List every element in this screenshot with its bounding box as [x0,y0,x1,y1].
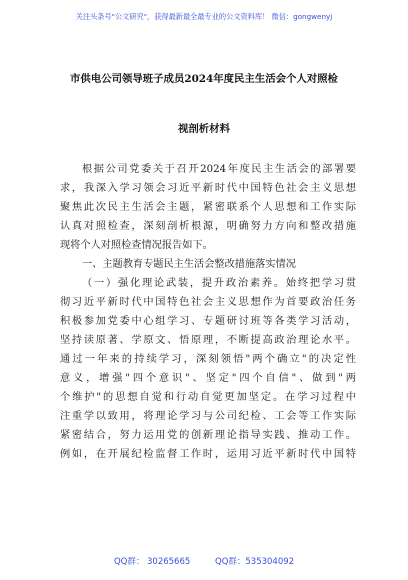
document-title-line-1: 市供电公司领导班子成员2024年度民主生活会个人对照检 [70,73,338,85]
body-line: 例如，在开展纪检监督工作时，运用习近平新时代中国特 [60,449,356,460]
body-line: 积极参加党委中心组学习、专题研讨班等各类学习活动， [60,316,356,327]
body-line: 意义，增强"四个意识"、坚定"四个自信"、做到"两 [60,373,356,384]
body-line: 根据公司党委关于召开2024年度民主生活会的部署要 [82,164,356,175]
document-body [60,160,356,464]
body-line: 现将个人对照检查情况报告如下。 [60,240,213,251]
body-line: 认真对照检查，深刻剖析根源，明确努力方向和整改措施 [60,221,356,232]
footer-qq-group-2: QQ群：535304092 [215,557,295,567]
body-line: 彻习近平新时代中国特色社会主义思想作为首要政治任务 [60,297,356,308]
footer [0,555,408,567]
document-title-line-2: 视剖析材料 [178,123,230,135]
body-line: （一）强化理论武装，提升政治素养。始终把学习贯 [82,278,356,289]
body-line: 坚持读原著、学原文、悟原理，不断提高政治理论水平。 [60,335,356,346]
top-banner: 关注头条号"公文研究"，获得最新最全最专业的公文资料库！ 微信：gongwenyj [75,12,333,21]
body-line: 个维护"的思想自觉和行动自觉更加坚定。在学习过程中 [60,392,356,403]
footer-qq-group-1: QQ群： 30265665 [113,557,191,567]
body-line: 求，我深入学习领会习近平新时代中国特色社会主义思想 [60,183,356,194]
body-line: 紧密结合，努力运用党的创新理论指导实践、推动工作。 [60,430,356,441]
body-line: 注重学以致用，将理论学习与公司纪检、工会等工作实际 [60,411,356,422]
body-line: 聚焦此次民主生活会主题，紧密联系个人思想和工作实际 [60,202,356,213]
body-line: 通过一年来的持续学习，深刻领悟"两个确立"的决定性 [60,354,356,365]
section-heading: 一、主题教育专题民主生活会整改措施落实情况 [82,259,296,270]
